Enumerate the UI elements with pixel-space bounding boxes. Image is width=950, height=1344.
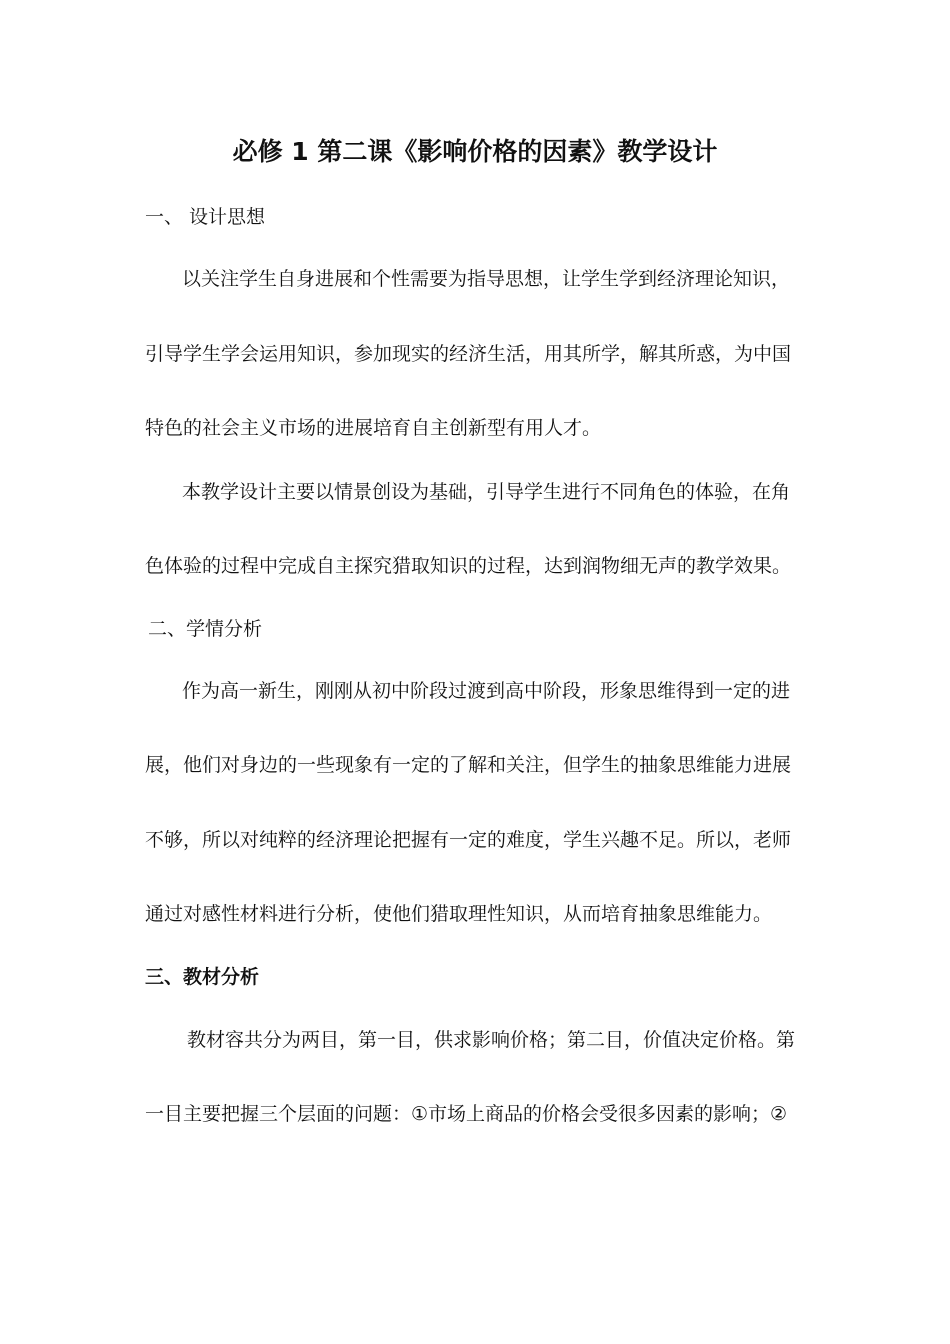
paragraph-line: 色体验的过程中完成自主探究猎取知识的过程，达到润物细无声的教学效果。: [145, 555, 792, 577]
paragraph-line: 一目主要把握三个层面的问题：①市场上商品的价格会受很多因素的影响；②: [145, 1103, 788, 1125]
section-heading-design-idea: 一、 设计思想: [145, 206, 266, 228]
paragraph-line: 作为高一新生，刚刚从初中阶段过渡到高中阶段，形象思维得到一定的进: [182, 680, 791, 702]
paragraph-line: 不够，所以对纯粹的经济理论把握有一定的难度，学生兴趣不足。所以，老师: [145, 829, 792, 851]
paragraph-line: 教材容共分为两目，第一目，供求影响价格；第二目，价值决定价格。第: [187, 1029, 796, 1051]
document-title: 必修 1 第二课《影响价格的因素》教学设计: [232, 137, 718, 166]
paragraph-line: 特色的社会主义市场的进展培育自主创新型有用人才。: [145, 417, 602, 439]
paragraph-line: 引导学生学会运用知识，参加现实的经济生活，用其所学，解其所惑，为中国: [145, 343, 792, 365]
paragraph-line: 通过对感性材料进行分析，使他们猎取理性知识，从而培育抽象思维能力。: [145, 903, 773, 925]
paragraph-line: 以关注学生自身进展和个性需要为指导思想，让学生学到经济理论知识，: [182, 268, 791, 290]
section-heading-learning-analysis: 二、学情分析: [148, 618, 263, 640]
paragraph-line: 本教学设计主要以情景创设为基础，引导学生进行不同角色的体验，在角: [182, 481, 791, 503]
paragraph-line: 展，他们对身边的一些现象有一定的了解和关注，但学生的抽象思维能力进展: [145, 754, 792, 776]
section-heading-textbook-analysis: 三、教材分析: [145, 966, 260, 988]
